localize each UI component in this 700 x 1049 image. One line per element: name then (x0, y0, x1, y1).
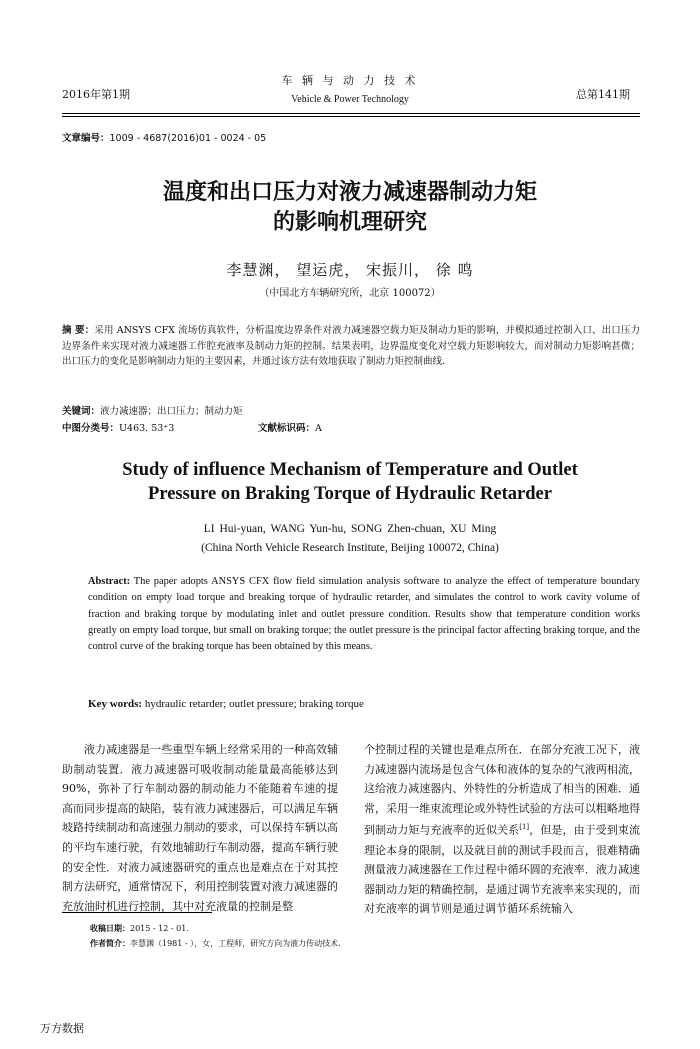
abstract-cn-label: 摘 要： (62, 325, 95, 336)
received-value: 2015 - 12 - 01. (130, 924, 189, 933)
body-column-right (364, 740, 640, 919)
abstract-en-text: The paper adopts ANSYS CFX flow field simulation analysis software to analyze the effect of temperature boundary condition on empty load torque and breaking torque of hydraulic retarder, and simulates the control to work cavity volume of fraction and braking torque by modulating inlet and outlet pressure condition. Results show that temperature condition works greatly on empty load torque, but small on braking torque; the outlet pressure is the principal factor affecting braking torque, and the control curve of the braking torque has been obtained by this means. (88, 576, 640, 653)
abstract-cn (62, 323, 640, 370)
footnote-received (90, 923, 189, 934)
authors-cn: 李慧渊， 望运虎， 宋振川， 徐 鸣 (226, 261, 474, 279)
keywords-cn (62, 403, 243, 417)
footnote-author (90, 938, 341, 949)
authors-en: LI Hui-yuan, WANG Yun-hu, SONG Zhen-chuan, XU Ming (203, 523, 497, 535)
affiliation-cn: （中国北方车辆研究所，北京 100072） (259, 288, 441, 299)
author-bio-label: 作者简介： (90, 939, 130, 948)
header-divider-thin (62, 116, 640, 117)
body-right-text-1: 个控制过程的关键也是难点所在．在部分充液工况下，液力减速器内流场是包含气体和液体的复杂的气液两相流，这给液力减速器内、外特性的分析造成了相当的困难．通常，采用一维束流理论或外特性试验的方法可以粗略地得到制动力矩与充液率的近似关系 (364, 743, 640, 838)
classification-number (62, 420, 174, 434)
article-number (62, 130, 266, 144)
keywords-en-label: Key words: (88, 698, 143, 710)
classification-label: 中图分类号： (62, 423, 120, 434)
body-column-left: 液力减速器是一些重型车辆上经常采用的一种高效辅助制动装置．液力减速器可吸收制动能量最高能够达到90%，弥补了行车制动器的制动能力不能随着车速的提高而同步提高的缺陷，装有液力减速器后，可以满足车辆坡路持续制动和高速强力制动的要求，可以保持车辆以高的平均车速行驶，有效地辅助行车制动器，提高车辆行驶的安全性．对液力减速器研究的重点也是难点在于对其控制方法研究，通常情况下，利用控制装置对液力减速器的充放油时机进行控制，其中对充液量的控制是整 (62, 743, 338, 913)
classification-value: U463. 53⁺3 (119, 423, 175, 434)
keywords-en (88, 698, 364, 710)
received-label: 收稿日期： (90, 924, 130, 933)
issue-number: 2016年第1期 (62, 88, 130, 101)
paper-title-en-line1: Study of influence Mechanism of Temperature and Outlet (122, 460, 578, 480)
journal-title-cn: 车 辆 与 动 力 技 术 (281, 74, 419, 87)
journal-title-en: Vehicle & Power Technology (291, 94, 409, 105)
abstract-en (88, 574, 640, 655)
total-issue-number: 总第141期 (576, 88, 630, 101)
paper-title-cn-line1: 温度和出口压力对液力减速器制动力矩 (162, 180, 537, 205)
paper-title-cn-line2: 的影响机理研究 (272, 210, 427, 235)
article-number-label: 文章编号： (62, 133, 110, 144)
abstract-en-label: Abstract: (88, 576, 131, 587)
affiliation-en: (China North Vehicle Research Institute, Beijing 100072, China) (201, 542, 499, 554)
author-bio-value: 李慧渊（1981 - ），女，工程师，研究方向为液力传动技术. (130, 939, 341, 948)
citation-ref: [1] (519, 823, 530, 832)
abstract-cn-text: 采用 ANSYS CFX 流场仿真软件，分析温度边界条件对液力减速器空载力矩及制动力矩的影响，并模拟通过控制入口、出口压力边界条件来实现对液力减速器工作腔充液率及制动力矩的控制。结果表明，边界温度变化对空载力矩影响较大，而对制动力矩影响甚微；出口压力的变化是影响制动力矩的主要因素，并通过该方法有效地获取了制动力矩控制曲线. (62, 325, 640, 367)
document-code (258, 420, 322, 434)
keywords-cn-label: 关键词： (62, 406, 101, 417)
header-divider (62, 113, 640, 114)
watermark: 万方数据 (40, 1022, 84, 1035)
document-code-value: A (315, 423, 322, 434)
keywords-en-text: hydraulic retarder; outlet pressure; braking torque (144, 698, 364, 710)
article-number-value: 1009 - 4687(2016)01 - 0024 - 05 (109, 133, 267, 144)
paper-title-en-line2: Pressure on Braking Torque of Hydraulic Retarder (148, 484, 552, 504)
footnote-divider (62, 912, 212, 913)
document-code-label: 文献标识码： (258, 423, 316, 434)
keywords-cn-text: 液力减速器；出口压力；制动力矩 (100, 406, 243, 417)
body-right-text-2: ，但是，由于受到束流理论本身的限制，以及就目前的测试手段而言，很难精确测量液力减速器在工作过程中循环圆的充液率．液力减速器制动力矩的精确控制，是通过调节充液率来实现的，而对充液率的调节则是通过调节循环系统输入 (364, 824, 641, 916)
